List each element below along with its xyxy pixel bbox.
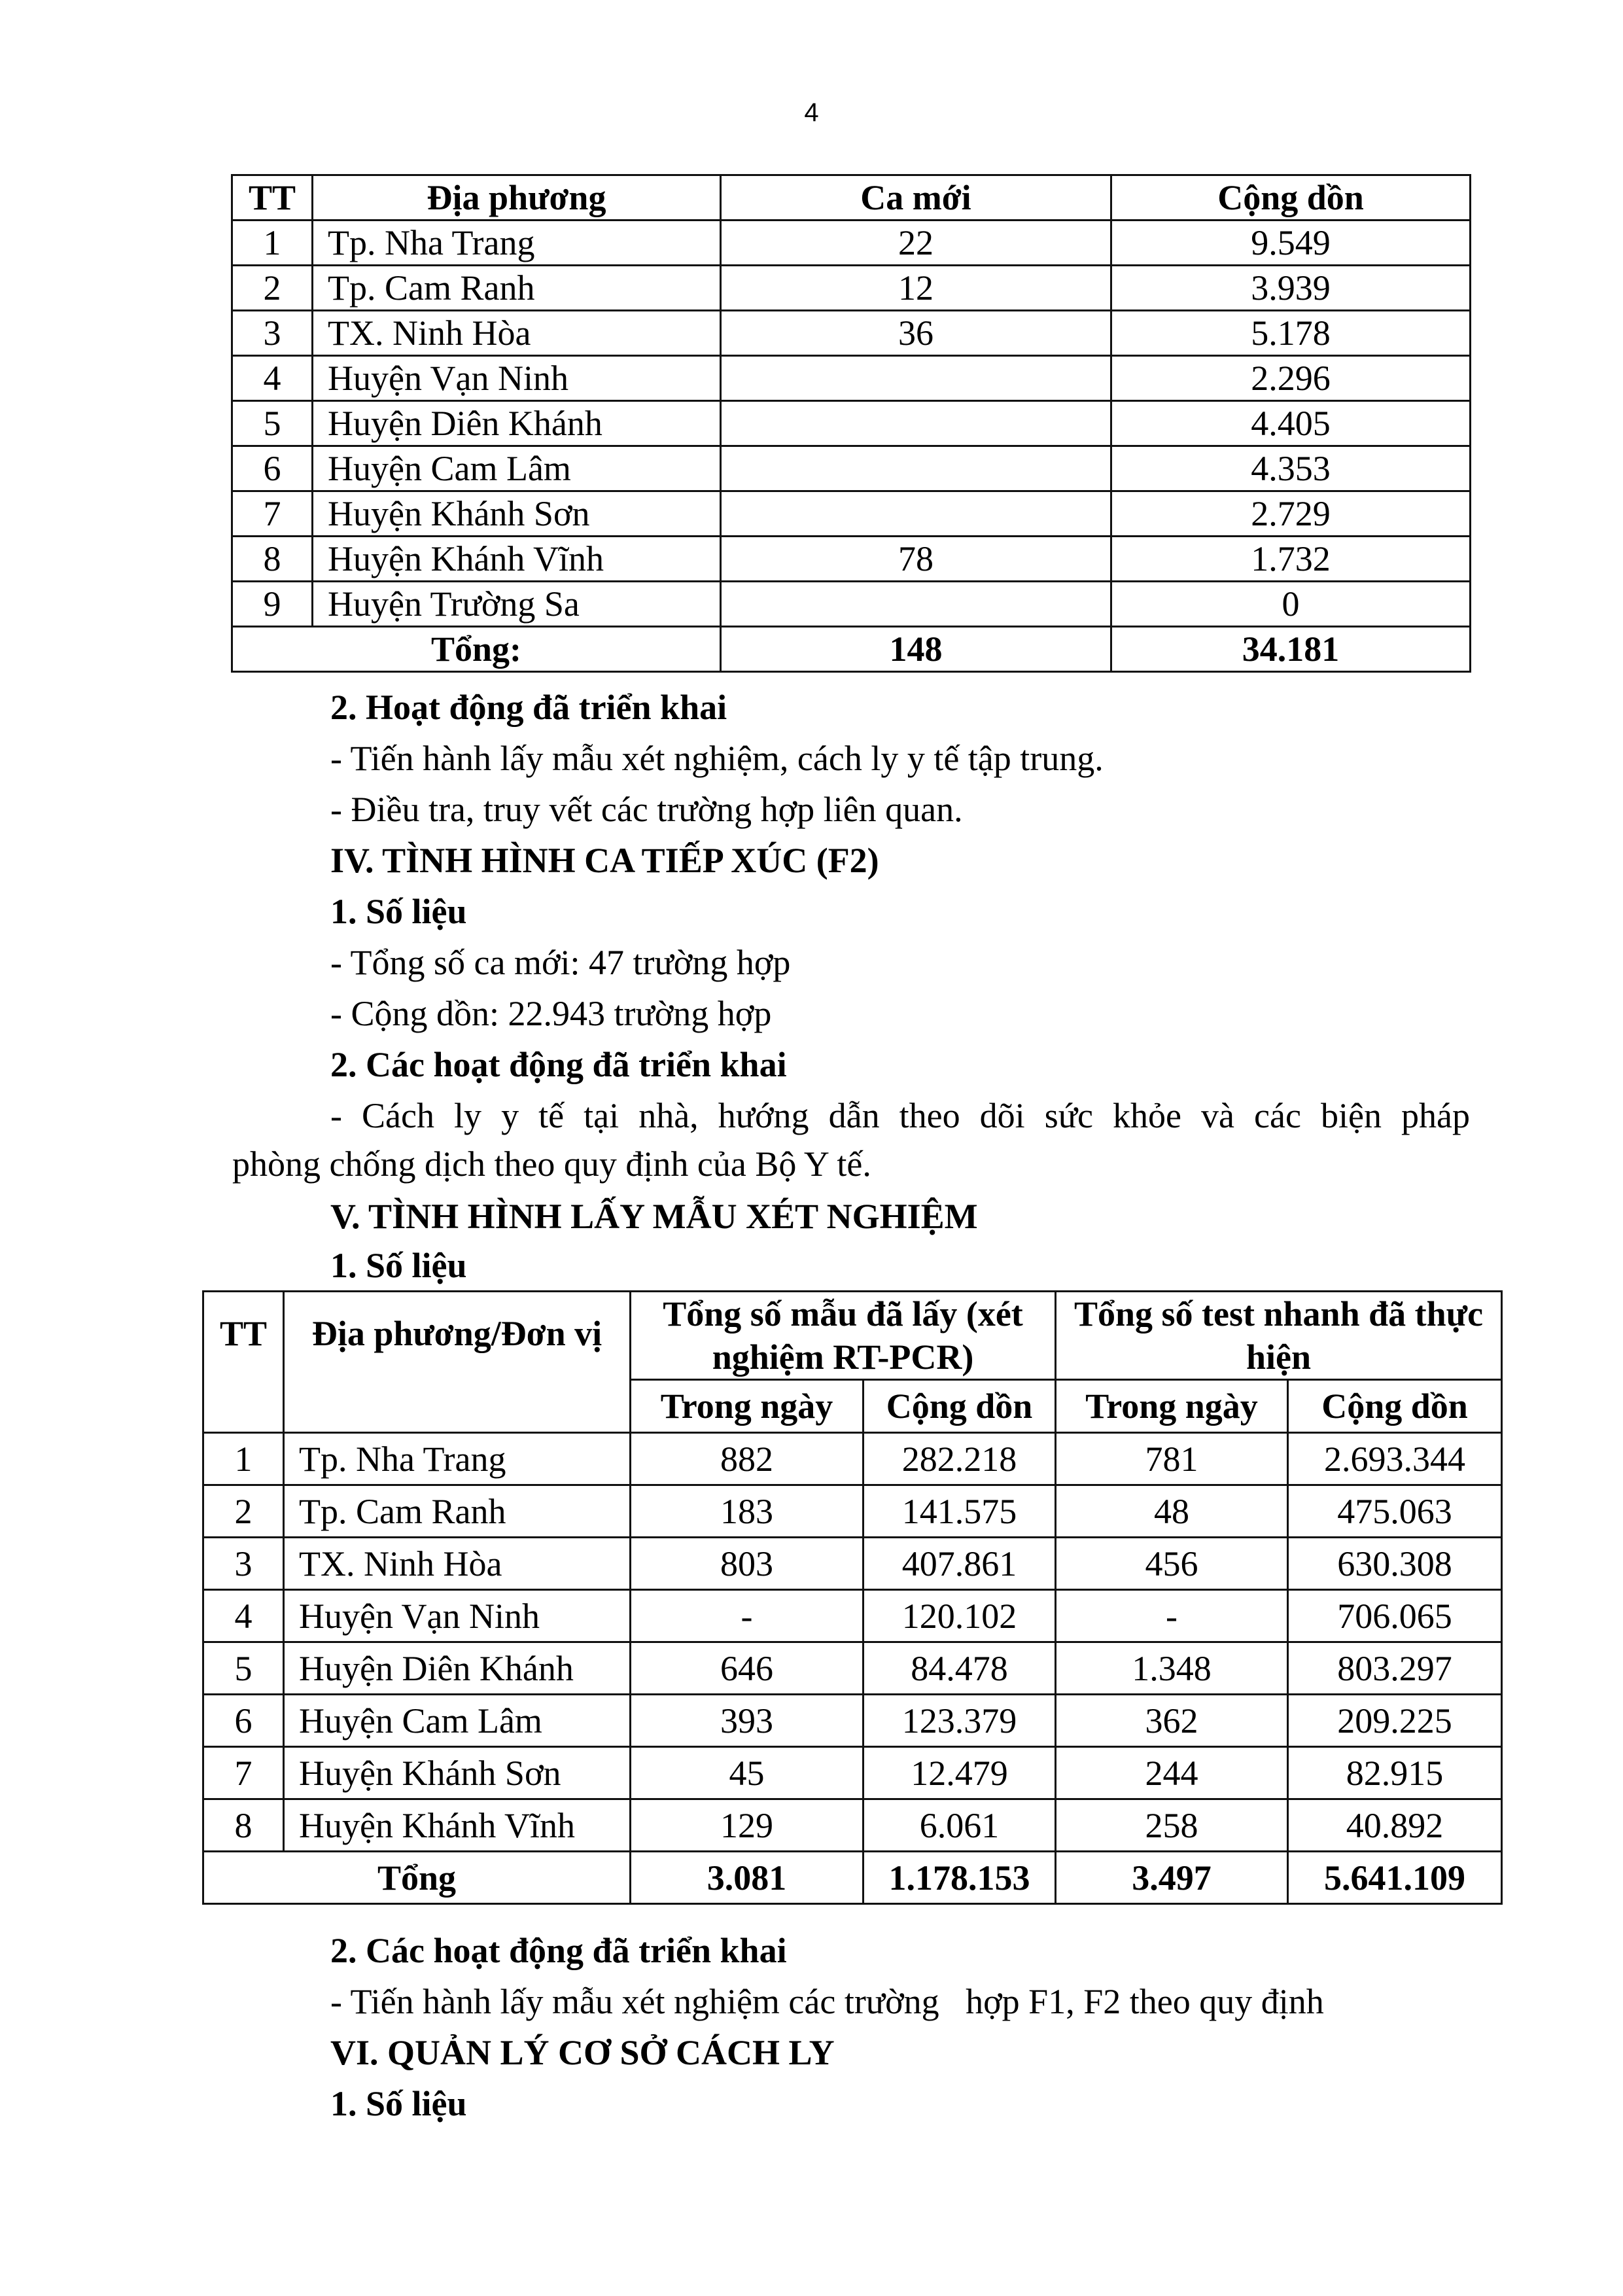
row-cumulative: 4.353 — [1111, 446, 1471, 491]
row-locality: Tp. Cam Ranh — [313, 266, 721, 311]
row-locality: Huyện Khánh Sơn — [313, 491, 721, 537]
row-rapid-day: 456 — [1056, 1538, 1288, 1590]
testing-by-locality-table — [202, 1290, 1503, 1905]
table-total-row — [203, 1852, 1502, 1904]
row-pcr-day: 45 — [631, 1747, 864, 1799]
section4-data-heading: 1. Số liệu — [330, 892, 467, 931]
column-group-rapid-test: Tổng số test nhanh đã thực hiện — [1056, 1292, 1502, 1380]
row-pcr-total: 84.478 — [864, 1642, 1056, 1695]
table-row — [232, 311, 1471, 356]
section4-activity-line-continued: phòng chống dịch theo quy định của Bộ Y tế. — [232, 1144, 871, 1184]
row-new-cases — [721, 446, 1111, 491]
total-label: Tổng: — [232, 627, 721, 672]
row-cumulative: 2.729 — [1111, 491, 1471, 537]
row-pcr-total: 407.861 — [864, 1538, 1056, 1590]
section4-heading: IV. TÌNH HÌNH CA TIẾP XÚC (F2) — [330, 841, 879, 880]
section3-activity-item: - Điều tra, truy vết các trường hợp liên quan. — [330, 790, 963, 829]
section5-activity-item: - Tiến hành lấy mẫu xét nghiệm các trường hợp F1, F2 theo quy định — [330, 1982, 1324, 2021]
row-pcr-total: 120.102 — [864, 1590, 1056, 1642]
table-row — [232, 491, 1471, 537]
row-pcr-total: 12.479 — [864, 1747, 1056, 1799]
row-new-cases — [721, 401, 1111, 446]
section3-activities-heading: 2. Hoạt động đã triển khai — [330, 688, 727, 727]
row-cumulative: 5.178 — [1111, 311, 1471, 356]
row-rapid-day: 48 — [1056, 1485, 1288, 1538]
row-unit: Huyện Khánh Sơn — [284, 1747, 631, 1799]
section6-heading: VI. QUẢN LÝ CƠ SỞ CÁCH LY — [330, 2033, 835, 2072]
column-group-pcr: Tổng số mẫu đã lấy (xét nghiệm RT-PCR) — [631, 1292, 1056, 1380]
cases-by-locality-table — [231, 174, 1471, 673]
row-rapid-day: 258 — [1056, 1799, 1288, 1852]
row-locality: Huyện Khánh Vĩnh — [313, 537, 721, 582]
table-row — [203, 1695, 1502, 1747]
section4-data-item: - Cộng dồn: 22.943 trường hợp — [330, 994, 772, 1033]
row-rapid-total: 706.065 — [1288, 1590, 1502, 1642]
row-rapid-day: 1.348 — [1056, 1642, 1288, 1695]
table-row — [203, 1433, 1502, 1485]
row-tt: 4 — [203, 1590, 284, 1642]
column-header-locality: Địa phương — [313, 175, 721, 221]
table-row — [232, 266, 1471, 311]
section5-heading: V. TÌNH HÌNH LẤY MẪU XÉT NGHIỆM — [330, 1197, 978, 1236]
row-tt: 6 — [232, 446, 313, 491]
column-header-rapid-day: Trong ngày — [1056, 1380, 1288, 1433]
row-tt: 6 — [203, 1695, 284, 1747]
row-unit: TX. Ninh Hòa — [284, 1538, 631, 1590]
total-new-cases: 148 — [721, 627, 1111, 672]
total-rapid-total: 5.641.109 — [1288, 1852, 1502, 1904]
total-rapid-day: 3.497 — [1056, 1852, 1288, 1904]
row-pcr-total: 6.061 — [864, 1799, 1056, 1852]
row-new-cases — [721, 582, 1111, 627]
row-unit: Huyện Diên Khánh — [284, 1642, 631, 1695]
total-pcr-total: 1.178.153 — [864, 1852, 1056, 1904]
total-pcr-day: 3.081 — [631, 1852, 864, 1904]
table-row — [232, 446, 1471, 491]
row-unit: Tp. Nha Trang — [284, 1433, 631, 1485]
row-rapid-day: - — [1056, 1590, 1288, 1642]
row-rapid-day: 244 — [1056, 1747, 1288, 1799]
row-locality: Huyện Trường Sa — [313, 582, 721, 627]
row-tt: 7 — [232, 491, 313, 537]
row-pcr-day: 393 — [631, 1695, 864, 1747]
table-row — [203, 1485, 1502, 1538]
row-new-cases: 22 — [721, 221, 1111, 266]
row-pcr-total: 123.379 — [864, 1695, 1056, 1747]
table-row — [232, 537, 1471, 582]
total-cumulative: 34.181 — [1111, 627, 1471, 672]
row-new-cases: 12 — [721, 266, 1111, 311]
row-tt: 5 — [232, 401, 313, 446]
row-unit: Huyện Vạn Ninh — [284, 1590, 631, 1642]
section4-activity-line: - Cách ly y tế tại nhà, hướng dẫn theo dõi sức khỏe và các biện pháp — [330, 1096, 1470, 1135]
row-locality: TX. Ninh Hòa — [313, 311, 721, 356]
row-tt: 8 — [232, 537, 313, 582]
row-unit: Tp. Cam Ranh — [284, 1485, 631, 1538]
section5-data-heading: 1. Số liệu — [330, 1246, 467, 1285]
row-rapid-day: 362 — [1056, 1695, 1288, 1747]
row-tt: 4 — [232, 356, 313, 401]
table-row — [232, 221, 1471, 266]
row-cumulative: 1.732 — [1111, 537, 1471, 582]
row-new-cases — [721, 356, 1111, 401]
row-tt: 1 — [203, 1433, 284, 1485]
table-total-row — [232, 627, 1471, 672]
row-rapid-total: 82.915 — [1288, 1747, 1502, 1799]
section4-activities-heading: 2. Các hoạt động đã triển khai — [330, 1045, 787, 1084]
row-pcr-total: 141.575 — [864, 1485, 1056, 1538]
column-header-rapid-total: Cộng dồn — [1288, 1380, 1502, 1433]
row-rapid-total: 803.297 — [1288, 1642, 1502, 1695]
row-rapid-total: 2.693.344 — [1288, 1433, 1502, 1485]
row-tt: 3 — [232, 311, 313, 356]
row-rapid-day: 781 — [1056, 1433, 1288, 1485]
section4-data-item: - Tổng số ca mới: 47 trường hợp — [330, 943, 791, 982]
row-tt: 8 — [203, 1799, 284, 1852]
row-tt: 9 — [232, 582, 313, 627]
row-pcr-total: 282.218 — [864, 1433, 1056, 1485]
row-cumulative: 3.939 — [1111, 266, 1471, 311]
row-new-cases: 78 — [721, 537, 1111, 582]
row-rapid-total: 475.063 — [1288, 1485, 1502, 1538]
section3-activity-item: - Tiến hành lấy mẫu xét nghiệm, cách ly y tế tập trung. — [330, 739, 1104, 778]
table-row — [203, 1799, 1502, 1852]
table-row — [203, 1590, 1502, 1642]
row-cumulative: 0 — [1111, 582, 1471, 627]
section5-activities-heading: 2. Các hoạt động đã triển khai — [330, 1931, 787, 1970]
table-row — [232, 356, 1471, 401]
row-tt: 2 — [232, 266, 313, 311]
row-locality: Huyện Cam Lâm — [313, 446, 721, 491]
table-row — [203, 1642, 1502, 1695]
row-pcr-day: 129 — [631, 1799, 864, 1852]
table-row — [232, 401, 1471, 446]
row-cumulative: 4.405 — [1111, 401, 1471, 446]
row-rapid-total: 209.225 — [1288, 1695, 1502, 1747]
row-new-cases — [721, 491, 1111, 537]
row-unit: Huyện Cam Lâm — [284, 1695, 631, 1747]
row-pcr-day: 882 — [631, 1433, 864, 1485]
table-header-row — [232, 175, 1471, 221]
row-tt: 7 — [203, 1747, 284, 1799]
column-header-tt: TT — [232, 175, 313, 221]
column-header-cumulative: Cộng dồn — [1111, 175, 1471, 221]
total-label: Tổng — [203, 1852, 631, 1904]
column-header-new-cases: Ca mới — [721, 175, 1111, 221]
row-pcr-day: 646 — [631, 1642, 864, 1695]
row-tt: 3 — [203, 1538, 284, 1590]
row-tt: 2 — [203, 1485, 284, 1538]
column-header-tt: TT — [203, 1292, 284, 1433]
row-tt: 1 — [232, 221, 313, 266]
row-cumulative: 2.296 — [1111, 356, 1471, 401]
column-header-pcr-day: Trong ngày — [631, 1380, 864, 1433]
row-rapid-total: 630.308 — [1288, 1538, 1502, 1590]
row-locality: Huyện Diên Khánh — [313, 401, 721, 446]
row-locality: Huyện Vạn Ninh — [313, 356, 721, 401]
column-header-pcr-total: Cộng dồn — [864, 1380, 1056, 1433]
row-pcr-day: - — [631, 1590, 864, 1642]
row-unit: Huyện Khánh Vĩnh — [284, 1799, 631, 1852]
page-number: 4 — [804, 98, 819, 127]
row-locality: Tp. Nha Trang — [313, 221, 721, 266]
table-row — [232, 582, 1471, 627]
row-new-cases: 36 — [721, 311, 1111, 356]
table-row — [203, 1747, 1502, 1799]
row-pcr-day: 803 — [631, 1538, 864, 1590]
row-pcr-day: 183 — [631, 1485, 864, 1538]
row-tt: 5 — [203, 1642, 284, 1695]
row-cumulative: 9.549 — [1111, 221, 1471, 266]
row-rapid-total: 40.892 — [1288, 1799, 1502, 1852]
section6-data-heading: 1. Số liệu — [330, 2084, 467, 2123]
column-header-unit: Địa phương/Đơn vị — [284, 1292, 631, 1433]
table-row — [203, 1538, 1502, 1590]
table-header-row — [203, 1292, 1502, 1380]
